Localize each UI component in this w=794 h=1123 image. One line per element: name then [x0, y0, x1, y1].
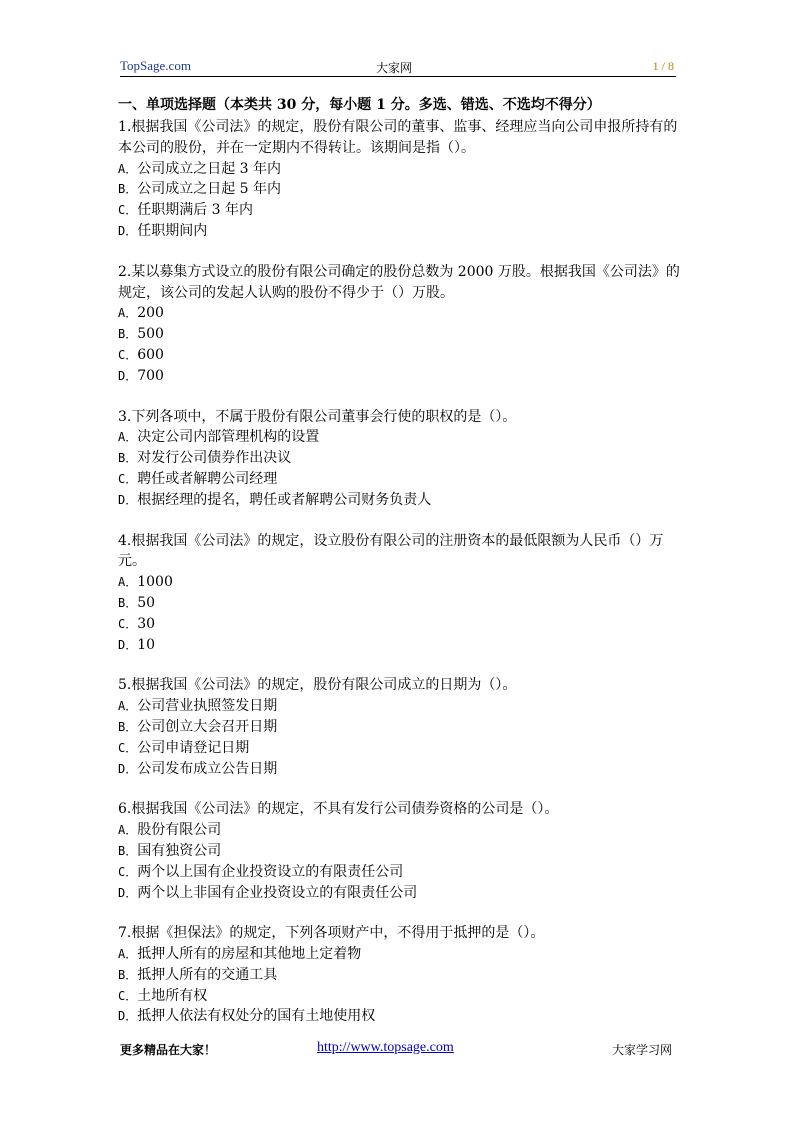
option-text: 公司发布成立公告日期 [137, 760, 278, 777]
question-6 [118, 799, 680, 903]
option-a [118, 303, 680, 324]
option-d [118, 635, 680, 656]
option-letter: A． [118, 823, 138, 838]
option-a [118, 572, 680, 593]
option-letter: C． [118, 988, 138, 1003]
option-text: 公司营业执照签发日期 [137, 698, 278, 715]
option-text: 股份有限公司 [137, 822, 222, 839]
option-letter: A． [118, 575, 138, 590]
option-letter: B． [118, 595, 138, 610]
option-letter: A． [118, 161, 138, 176]
option-letter: A． [118, 947, 138, 962]
option-letter: C． [118, 616, 138, 631]
option-letter: B． [118, 327, 138, 342]
question-1 [118, 117, 680, 242]
option-letter: D． [118, 1009, 138, 1024]
option-text: 200 [137, 305, 164, 322]
option-a [118, 944, 680, 965]
option-letter: B． [118, 843, 138, 858]
footer-website-link[interactable]: http://www.topsage.com [317, 1040, 454, 1055]
option-d [118, 883, 680, 904]
option-c [118, 614, 680, 635]
option-letter: D． [118, 637, 138, 652]
option-text: 700 [137, 367, 164, 384]
option-c [118, 738, 680, 759]
option-letter: C． [118, 471, 138, 486]
option-text: 30 [137, 615, 156, 632]
footer-slogan: 更多精品在大家！ [120, 1043, 217, 1057]
option-letter: D． [118, 492, 138, 507]
option-d [118, 1006, 680, 1027]
option-d [118, 366, 680, 387]
question-2 [118, 262, 680, 387]
option-text: 聘任或者解聘公司经理 [137, 470, 278, 487]
option-b [118, 841, 680, 862]
question-text: 2.某以募集方式设立的股份有限公司确定的股份总数为 2000 万股。根据我国《公司法》的规定，该公司的发起人认购的股份不得少于（）万股。 [118, 263, 680, 301]
option-a [118, 427, 680, 448]
option-b [118, 324, 680, 345]
header-site-name: TopSage.com [120, 58, 191, 73]
option-text: 对发行公司债券作出决议 [137, 450, 292, 467]
option-letter: C． [118, 864, 138, 879]
option-c [118, 345, 680, 366]
option-text: 抵押人所有的房屋和其他地上定着物 [137, 946, 362, 963]
option-letter: D． [118, 223, 138, 238]
option-text: 600 [137, 346, 164, 363]
option-letter: C． [118, 347, 138, 362]
option-b [118, 717, 680, 738]
option-letter: B． [118, 719, 138, 734]
header-center-title: 大家网 [376, 61, 413, 75]
option-letter: B． [118, 451, 138, 466]
question-3 [118, 407, 680, 511]
option-text: 公司成立之日起 3 年内 [137, 160, 282, 177]
header-page-number: 1 / 8 [652, 59, 674, 73]
option-a [118, 159, 680, 180]
option-text: 任职期满后 3 年内 [137, 202, 254, 219]
option-text: 根据经理的提名，聘任或者解聘公司财务负责人 [137, 491, 432, 508]
option-letter: A． [118, 306, 138, 321]
option-b [118, 179, 680, 200]
question-4 [118, 531, 680, 656]
option-text: 抵押人依法有权处分的国有土地使用权 [137, 1008, 376, 1025]
option-d [118, 759, 680, 780]
option-a [118, 696, 680, 717]
option-text: 公司成立之日起 5 年内 [137, 181, 282, 198]
option-text: 公司申请登记日期 [137, 739, 250, 756]
option-text: 10 [137, 636, 156, 653]
option-letter: C． [118, 203, 138, 218]
option-d [118, 221, 680, 242]
option-b [118, 965, 680, 986]
question-text: 5.根据我国《公司法》的规定，股份有限公司成立的日期为（）。 [118, 677, 517, 694]
option-letter: D． [118, 885, 138, 900]
option-letter: A． [118, 430, 138, 445]
option-letter: B． [118, 967, 138, 982]
option-b [118, 448, 680, 469]
option-text: 500 [137, 326, 164, 343]
option-letter: A． [118, 699, 138, 714]
option-c [118, 200, 680, 221]
question-5 [118, 675, 680, 779]
footer-site-name: 大家学习网 [611, 1043, 672, 1057]
option-letter: D． [118, 761, 138, 776]
page-footer [120, 1041, 676, 1059]
option-letter: D． [118, 368, 138, 383]
option-c [118, 469, 680, 490]
option-letter: C． [118, 740, 138, 755]
option-d [118, 490, 680, 511]
option-text: 公司创立大会召开日期 [137, 718, 278, 735]
option-text: 任职期间内 [137, 222, 208, 239]
page-content [118, 95, 680, 1047]
option-text: 两个以上非国有企业投资设立的有限责任公司 [137, 884, 418, 901]
option-text: 国有独资公司 [137, 842, 222, 859]
page-header [120, 58, 676, 77]
option-text: 两个以上国有企业投资设立的有限责任公司 [137, 863, 404, 880]
option-b [118, 593, 680, 614]
section-title: 一、单项选择题（本类共 30 分，每小题 1 分。多选、错选、不选均不得分） [118, 97, 601, 113]
option-text: 50 [137, 594, 156, 611]
option-c [118, 986, 680, 1007]
option-letter: B． [118, 182, 138, 197]
question-text: 4.根据我国《公司法》的规定，设立股份有限公司的注册资本的最低限额为人民币（）万元。 [118, 532, 664, 570]
option-a [118, 820, 680, 841]
option-text: 1000 [137, 574, 173, 591]
question-text: 1.根据我国《公司法》的规定，股份有限公司的董事、监事、经理应当向公司申报所持有的本公司的股份，并在一定期内不得转让。该期间是指（）。 [118, 119, 678, 156]
question-text: 6.根据我国《公司法》的规定，不具有发行公司债券资格的公司是（）。 [118, 801, 559, 818]
option-text: 土地所有权 [137, 987, 208, 1004]
question-text: 7.根据《担保法》的规定，下列各项财产中，不得用于抵押的是（）。 [118, 925, 545, 942]
question-7 [118, 923, 680, 1027]
option-text: 决定公司内部管理机构的设置 [137, 429, 320, 446]
option-text: 抵押人所有的交通工具 [137, 966, 278, 983]
option-c [118, 862, 680, 883]
question-text: 3.下列各项中，不属于股份有限公司董事会行使的职权的是（）。 [118, 408, 517, 425]
